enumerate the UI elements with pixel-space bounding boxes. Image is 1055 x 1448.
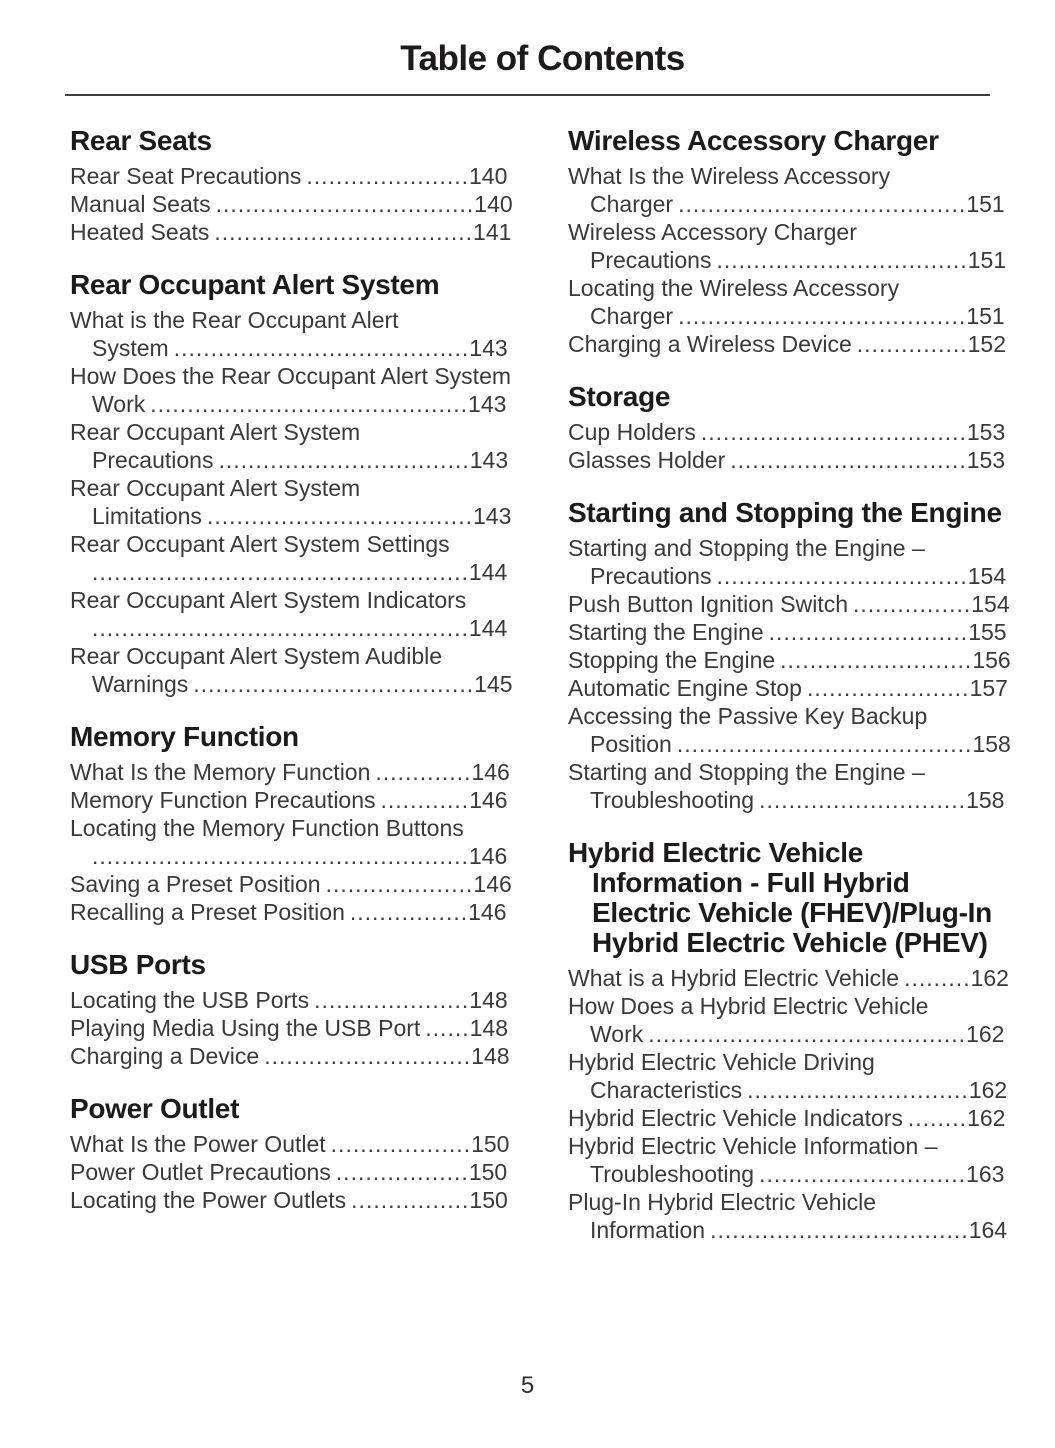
toc-entry — [70, 218, 516, 246]
toc-entry — [70, 758, 516, 786]
toc-page-number: 150 — [468, 1159, 508, 1185]
toc-page-number: 153 — [966, 447, 1006, 473]
toc-leader-dots: ....................................... — [678, 191, 967, 217]
toc-entry — [568, 1132, 1014, 1188]
toc-entry — [568, 964, 1014, 992]
toc-entry-label: How Does the Rear Occupant Alert System Work — [70, 363, 512, 417]
toc-page-number: 140 — [474, 191, 513, 217]
toc-entry-label: Recalling a Preset Position — [70, 899, 345, 925]
toc-entry — [70, 1042, 516, 1070]
toc-entry-label: What Is the Wireless Accessory Charger — [568, 163, 891, 217]
toc-leader-dots: ........................................ — [173, 335, 470, 361]
page-title: Table of Contents — [400, 39, 685, 78]
section-heading: Storage — [568, 381, 671, 412]
toc-page-number: 144 — [468, 559, 508, 585]
toc-page-number: 163 — [966, 1161, 1005, 1187]
toc-entry-label: Rear Occupant Alert System Audible Warnings — [70, 643, 443, 697]
toc-section — [568, 126, 1014, 358]
toc-leader-dots: ...................... — [806, 675, 970, 701]
toc-leader-dots: ................................... — [215, 191, 475, 217]
toc-page-number: 154 — [971, 591, 1010, 617]
toc-leader-dots: ............................ — [264, 1043, 472, 1069]
toc-entry-label: Locating the Wireless Accessory Charger — [568, 275, 900, 329]
toc-page-number: 158 — [966, 787, 1005, 813]
toc-page-number: 148 — [471, 1043, 510, 1069]
toc-entry — [568, 330, 1014, 358]
toc-entry-label: Heated Seats — [70, 219, 210, 245]
toc-section — [70, 950, 516, 1070]
toc-leader-dots: ................ — [853, 591, 972, 617]
toc-page-number: 146 — [471, 759, 510, 785]
toc-leader-dots: ........................................... — [648, 1021, 967, 1047]
toc-page-number: 162 — [966, 1021, 1005, 1047]
toc-entry-label: Playing Media Using the USB Port — [70, 1015, 421, 1041]
toc-page-number: 148 — [469, 987, 508, 1013]
toc-page-number: 150 — [469, 1187, 508, 1213]
toc-page-number: 151 — [966, 191, 1005, 217]
toc-entry — [70, 474, 516, 530]
toc-entry — [70, 642, 516, 698]
toc-entry — [70, 530, 516, 586]
toc-entry-label: What is the Rear Occupant Alert System — [70, 307, 399, 361]
toc-page-number: 151 — [966, 303, 1005, 329]
toc-entry — [568, 992, 1014, 1048]
toc-entry — [568, 1188, 1014, 1244]
toc-leader-dots: ...................................... — [193, 671, 475, 697]
section-heading: Power Outlet — [70, 1093, 240, 1124]
toc-leader-dots: ............... — [856, 331, 968, 357]
toc-section — [70, 126, 516, 246]
toc-entry-label: Accessing the Passive Key Backup Position — [568, 703, 928, 757]
toc-entry-label: Rear Occupant Alert System Settings — [70, 531, 450, 557]
toc-leader-dots: ......... — [904, 965, 971, 991]
toc-entry — [70, 870, 516, 898]
toc-page-number: 152 — [967, 331, 1007, 357]
section-heading: USB Ports — [70, 949, 206, 980]
toc-entry-label: Rear Occupant Alert System Precautions — [70, 419, 361, 473]
toc-leader-dots: ...... — [425, 1015, 470, 1041]
toc-section — [70, 270, 516, 698]
toc-section — [70, 1094, 516, 1214]
toc-entry-label: What Is the Power Outlet — [70, 1131, 326, 1157]
toc-leader-dots: ............. — [375, 759, 472, 785]
toc-entry — [568, 758, 1014, 814]
toc-page-number: 155 — [968, 619, 1007, 645]
toc-section — [70, 722, 516, 926]
toc-entry — [70, 898, 516, 926]
toc-section — [568, 498, 1014, 814]
toc-entry-label: Manual Seats — [70, 191, 211, 217]
toc-entry — [568, 618, 1014, 646]
toc-page-number: 162 — [968, 1077, 1008, 1103]
toc-entry — [70, 306, 516, 362]
toc-page-number: 156 — [972, 647, 1011, 673]
toc-entry-label: Starting and Stopping the Engine – Precautions — [568, 535, 925, 589]
toc-page-number: 140 — [469, 163, 508, 189]
toc-entry — [70, 1130, 516, 1158]
toc-leader-dots: ............................ — [759, 787, 967, 813]
toc-entry-label: How Does a Hybrid Electric Vehicle Work — [568, 993, 929, 1047]
toc-entry-label: Starting the Engine — [568, 619, 764, 645]
toc-entry — [568, 646, 1014, 674]
toc-leader-dots: .................................... — [700, 419, 967, 445]
toc-page-number: 154 — [967, 563, 1007, 589]
section-heading: Rear Seats — [70, 125, 212, 156]
toc-entry-label: Hybrid Electric Vehicle Information – Troubleshooting — [568, 1133, 938, 1187]
toc-entry-label: Rear Seat Precautions — [70, 163, 302, 189]
section-heading: Rear Occupant Alert System — [70, 269, 440, 300]
toc-leader-dots: ................................................... — [92, 559, 469, 585]
toc-page-number: 143 — [469, 335, 508, 361]
section-heading: Memory Function — [70, 721, 299, 752]
toc-entry-label: Cup Holders — [568, 419, 696, 445]
toc-leader-dots: ................................................... — [92, 843, 469, 869]
toc-leader-dots: ................ — [349, 899, 469, 925]
toc-entry — [568, 702, 1014, 758]
toc-entry — [70, 362, 516, 418]
toc-leader-dots: ........ — [907, 1105, 968, 1131]
toc-entry-label: Locating the Power Outlets — [70, 1187, 347, 1213]
toc-leader-dots: .................. — [335, 1159, 469, 1185]
toc-page-number: 150 — [471, 1131, 510, 1157]
toc-entry-label: Power Outlet Precautions — [70, 1159, 331, 1185]
toc-section — [568, 382, 1014, 474]
toc-entry-label: Starting and Stopping the Engine – Troubleshooting — [568, 759, 925, 813]
toc-leader-dots: ................................... — [710, 1217, 969, 1243]
section-heading: Hybrid Electric Vehicle Information - Full Hybrid Electric Vehicle (FHEV)/​Plug-In Hybrid Electric Vehicle (PHEV) — [568, 837, 992, 958]
toc-leader-dots: .............................. — [747, 1077, 969, 1103]
toc-page-number: 146 — [468, 899, 507, 925]
toc-entry-label: Rear Occupant Alert System Limitations — [70, 475, 361, 529]
toc-leader-dots: ................................ — [730, 447, 967, 473]
toc-entry — [70, 986, 516, 1014]
toc-leader-dots: .................... — [325, 871, 474, 897]
section-heading: Starting and Stopping the Engine — [568, 497, 1002, 528]
toc-page-number: 144 — [468, 615, 508, 641]
toc-entry — [568, 534, 1014, 590]
toc-entry — [70, 162, 516, 190]
toc-page-number: 158 — [972, 731, 1011, 757]
toc-leader-dots: ............ — [380, 787, 470, 813]
toc-entry-label: Rear Occupant Alert System Indicators — [70, 587, 467, 613]
toc-page-number: 143 — [468, 391, 507, 417]
toc-leader-dots: ................... — [330, 1131, 472, 1157]
toc-entry — [70, 786, 516, 814]
toc-leader-dots: ................................... — [214, 219, 474, 245]
toc-entry — [568, 674, 1014, 702]
toc-leader-dots: ........................................ — [676, 731, 973, 757]
toc-page-number: 157 — [969, 675, 1008, 701]
toc-entry — [70, 586, 516, 642]
toc-entry — [568, 218, 1014, 274]
toc-entry-label: Plug-In Hybrid Electric Vehicle Information — [568, 1189, 877, 1243]
title-divider — [65, 94, 990, 96]
toc-page-number: 141 — [473, 219, 512, 245]
toc-entry-label: Saving a Preset Position — [70, 871, 321, 897]
toc-entry — [70, 190, 516, 218]
toc-columns — [70, 126, 1015, 1244]
toc-page-number: 151 — [967, 247, 1007, 273]
toc-entry-label: Charging a Wireless Device — [568, 331, 852, 357]
toc-leader-dots: ........................... — [768, 619, 969, 645]
toc-page-number: 146 — [469, 787, 508, 813]
column-left — [70, 126, 516, 1244]
toc-entry — [568, 162, 1014, 218]
toc-entry — [568, 418, 1014, 446]
toc-page-number: 143 — [469, 447, 509, 473]
toc-page-number: 143 — [472, 503, 512, 529]
toc-entry — [568, 1048, 1014, 1104]
toc-page-number: 145 — [474, 671, 513, 697]
toc-page-number: 162 — [970, 965, 1009, 991]
toc-entry — [568, 590, 1014, 618]
toc-leader-dots: .................................. — [716, 247, 968, 273]
toc-leader-dots: ................................................... — [92, 615, 469, 641]
column-right — [568, 126, 1014, 1244]
toc-entry — [70, 814, 516, 870]
footer-page-number: 5 — [520, 1372, 535, 1399]
section-heading: Wireless Accessory Charger — [568, 125, 939, 156]
toc-leader-dots: ........................................... — [150, 391, 469, 417]
toc-page-number: 153 — [966, 419, 1006, 445]
toc-section — [568, 838, 1014, 1244]
toc-leader-dots: ............................ — [759, 1161, 967, 1187]
toc-page-number: 146 — [473, 871, 512, 897]
toc-entry — [70, 418, 516, 474]
toc-entry-label: Push Button Ignition Switch — [568, 591, 848, 617]
toc-entry-label: Wireless Accessory Charger Precautions — [568, 219, 857, 273]
toc-leader-dots: ...................... — [306, 163, 469, 189]
toc-entry-label: Glasses Holder — [568, 447, 726, 473]
toc-entry — [70, 1186, 516, 1214]
toc-leader-dots: ....................................... — [678, 303, 967, 329]
toc-leader-dots: ................ — [351, 1187, 470, 1213]
toc-entry-label: Locating the Memory Function Buttons — [70, 815, 464, 841]
toc-entry — [568, 274, 1014, 330]
toc-entry — [70, 1158, 516, 1186]
toc-leader-dots: ..................... — [314, 987, 470, 1013]
toc-page-number: 164 — [968, 1217, 1008, 1243]
toc-entry — [568, 1104, 1014, 1132]
toc-entry-label: Hybrid Electric Vehicle Driving Characteristics — [568, 1049, 875, 1103]
toc-leader-dots: .................................. — [218, 447, 470, 473]
toc-entry — [568, 446, 1014, 474]
toc-entry-label: What is a Hybrid Electric Vehicle — [568, 965, 900, 991]
toc-entry-label: Automatic Engine Stop — [568, 675, 802, 701]
toc-leader-dots: .................................. — [716, 563, 968, 589]
toc-entry-label: Stopping the Engine — [568, 647, 776, 673]
toc-entry-label: Locating the USB Ports — [70, 987, 310, 1013]
toc-entry — [70, 1014, 516, 1042]
toc-page-number: 162 — [967, 1105, 1006, 1131]
toc-page-number: 146 — [468, 843, 508, 869]
toc-entry-label: What Is the Memory Function — [70, 759, 371, 785]
toc-leader-dots: .......................... — [780, 647, 973, 673]
toc-leader-dots: .................................... — [206, 503, 473, 529]
toc-entry-label: Memory Function Precautions — [70, 787, 376, 813]
toc-entry-label: Hybrid Electric Vehicle Indicators — [568, 1105, 903, 1131]
toc-entry-label: Charging a Device — [70, 1043, 260, 1069]
toc-page-number: 148 — [469, 1015, 508, 1041]
